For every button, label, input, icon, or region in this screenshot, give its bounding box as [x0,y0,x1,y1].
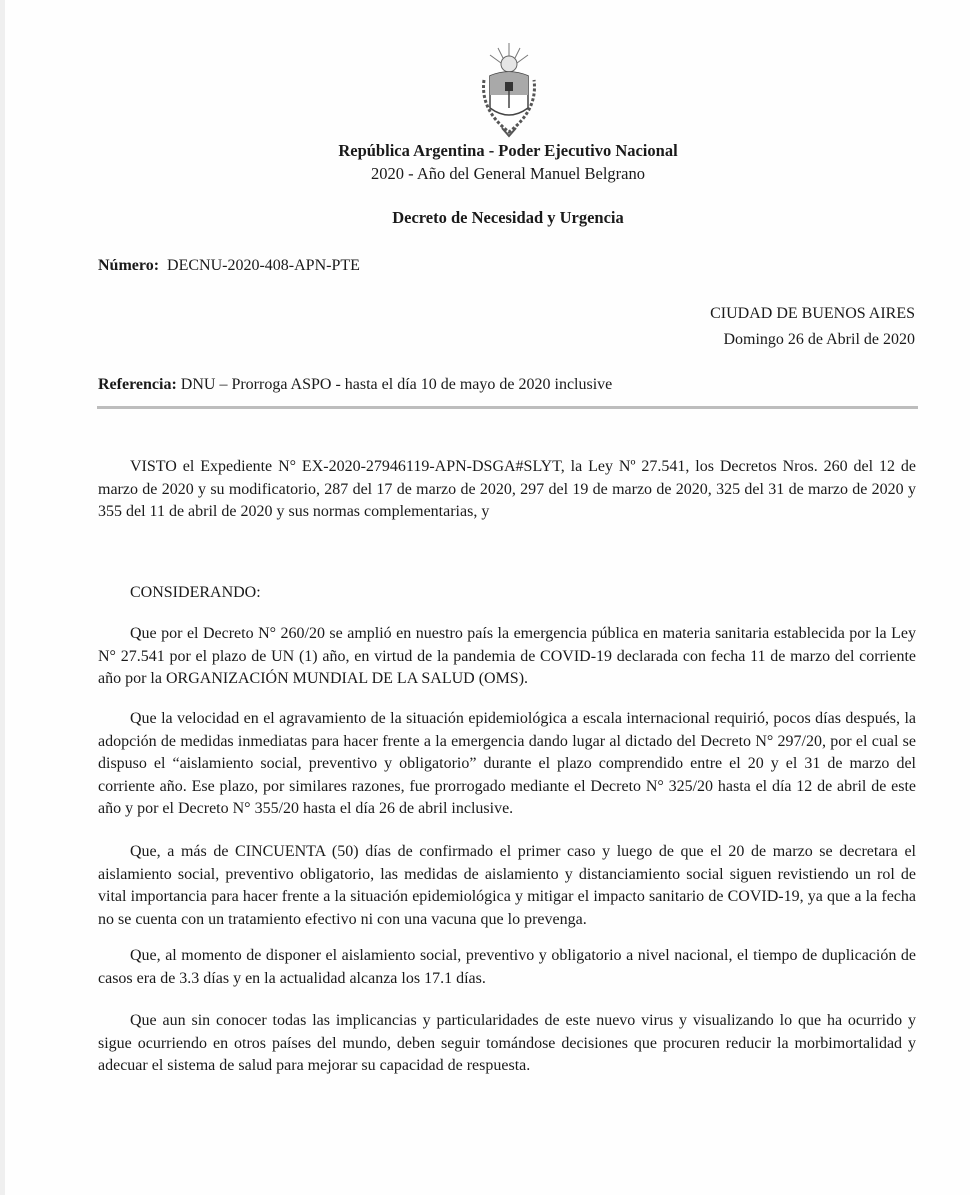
considerando-paragraph: Que, a más de CINCUENTA (50) días de confirmado el primer caso y luego de que el 20 de marzo se decretara el aislamiento social, preventivo obligatorio, las medidas de aislamiento y distanciamiento social siguen revistiendo un rol de vital importancia para hacer frente a la situación epidemiológica y mitigar el impacto sanitario de COVID-19, ya que a la fecha no se cuenta con un tratamiento efectivo ni con una vacuna que lo prevenga. [98,843,916,928]
city: CIUDAD DE BUENOS AIRES [710,305,915,322]
referencia-label: Referencia: [98,376,177,393]
referencia-value: DNU – Prorroga ASPO - hasta el día 10 de mayo de 2020 inclusive [180,376,613,393]
header-separator [97,406,918,409]
document-type: Decreto de Necesidad y Urgencia [392,208,624,227]
numero-value: DECNU-2020-408-APN-PTE [167,257,360,274]
numero-label: Número: [98,257,160,274]
document-date: Domingo 26 de Abril de 2020 [723,331,915,348]
considerando-heading: CONSIDERANDO: [130,584,261,601]
argentina-coat-of-arms-icon [476,40,542,140]
considerando-paragraph: Que la velocidad en el agravamiento de la situación epidemiológica a escala internacional requirió, pocos días después, la adopción de medidas inmediatas para hacer frente a la emergencia dando lugar al dictado del Decreto N° 297/20, por el cual se dispuso el “aislamiento social, preventivo y obligatorio” durante el plazo comprendido entre el 20 y el 31 de marzo del corriente año. Ese plazo, por similares razones, fue prorrogado mediante el Decreto N° 325/20 hasta el día 12 de abril de este año y por el Decreto N° 355/20 hasta el día 26 de abril inclusive. [98,710,916,818]
visto-paragraph: VISTO el Expediente N° EX-2020-27946119-APN-DSGA#SLYT, la Ley Nº 27.541, los Decretos Nros. 260 del 12 de marzo de 2020 y su modificatorio, 287 del 17 de marzo de 2020, 297 del 19 de marzo de 2020, 325 del 31 de marzo de 2020 y 355 del 11 de abril de 2020 y sus normas complementarias, y [98,458,916,521]
year-motto: 2020 - Año del General Manuel Belgrano [370,164,645,183]
issuer-title: República Argentina - Poder Ejecutivo Nacional [338,141,678,160]
considerando-paragraph: Que aun sin conocer todas las implicancias y particularidades de este nuevo virus y visualizando lo que ha ocurrido y sigue ocurriendo en otros países del mundo, deben seguir tomándose decisiones que procuren reducir la morbimortalidad y adecuar el sistema de salud para mejorar su capacidad de respuesta. [98,1012,916,1075]
document-number [98,257,360,275]
reference [98,376,612,394]
considerando-paragraph: Que, al momento de disponer el aislamiento social, preventivo y obligatorio a nivel nacional, el tiempo de duplicación de casos era de 3.3 días y en la actualidad alcanza los 17.1 días. [98,947,916,987]
considerando-paragraph: Que por el Decreto N° 260/20 se amplió en nuestro país la emergencia pública en materia sanitaria establecida por la Ley N° 27.541 por el plazo de UN (1) año, en virtud de la pandemia de COVID-19 declarada con fecha 11 de marzo del corriente año por la ORGANIZACIÓN MUNDIAL DE LA SALUD (OMS). [98,625,916,688]
